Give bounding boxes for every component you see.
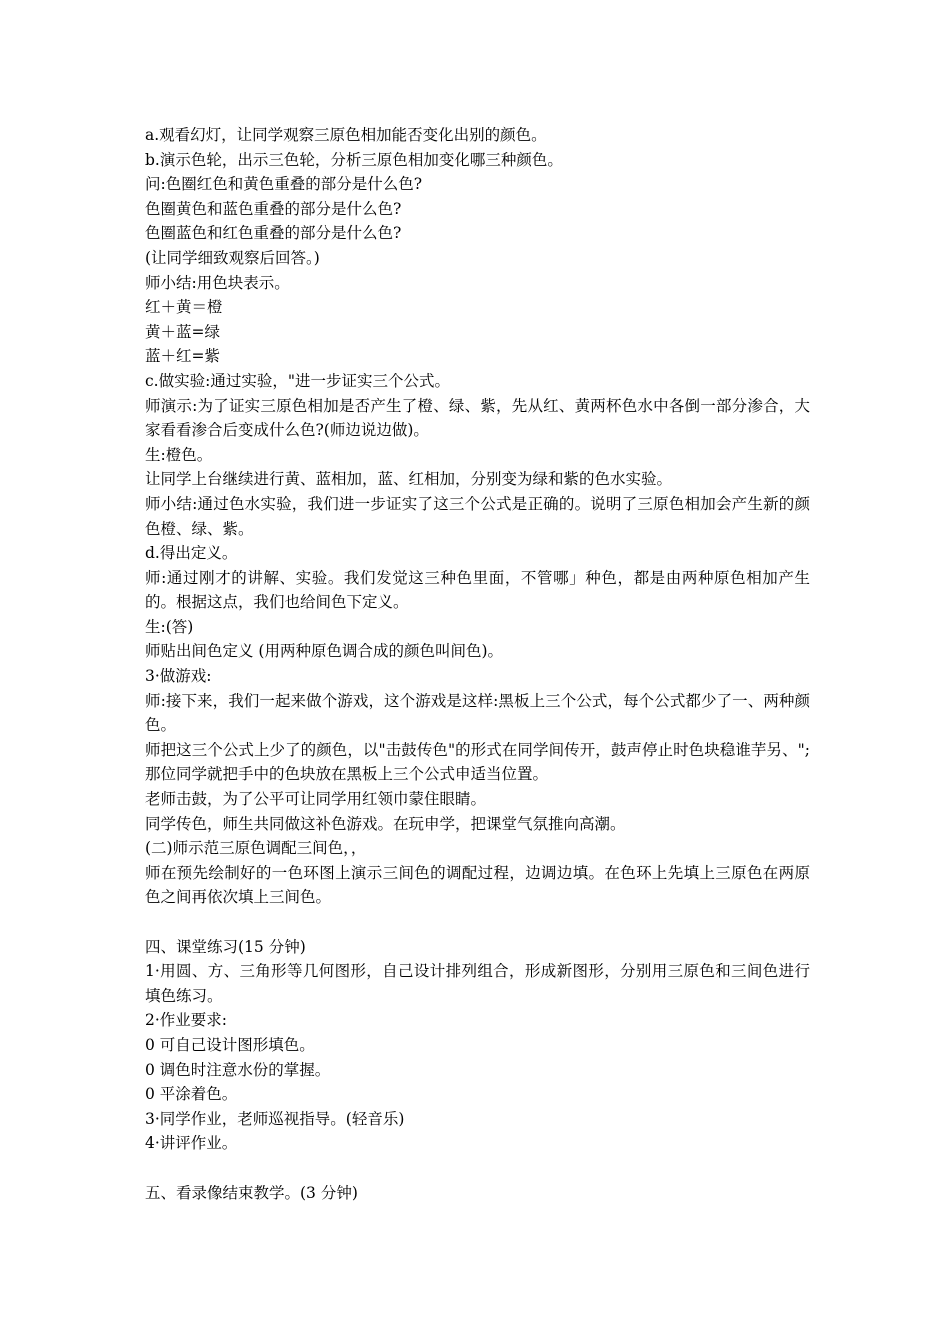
text-line: 4·讲评作业。 — [145, 1134, 238, 1153]
text-line: 3·同学作业，老师巡视指导。(轻音乐) — [145, 1109, 405, 1128]
text-line: c.做实验:通过实验，"进一步证实三个公式。 — [145, 371, 450, 390]
text-line: 老师击鼓，为了公平可让同学用红领巾蒙住眼睛。 — [145, 790, 487, 809]
text-line: 师小结:用色块表示。 — [145, 273, 290, 292]
text-line: b.演示色轮，出示三色轮，分析三原色相加变化哪三种颜色。 — [145, 150, 563, 169]
paragraph-gap — [145, 910, 810, 935]
text-paragraph: 师小结:通过色水实验，我们进一步证实了这三个公式是正确的。说明了三原色相加会产生新的颜色橙、绿、紫。 — [145, 494, 810, 538]
paragraph-gap — [145, 1156, 810, 1181]
document-body — [145, 123, 810, 1205]
text-paragraph: 师演示:为了证实三原色相加是否产生了橙、绿、紫，先从红、黄两杯色水中各倒一部分渗合，大家看看渗合后变成什么色?(师边说边做)。 — [145, 396, 810, 440]
text-line: 0 可自己设计图形填色。 — [145, 1035, 315, 1054]
text-paragraph: 师:通过刚才的讲解、实验。我们发觉这三种色里面，不管哪」种色，都是由两种原色相加产生的。根据这点，我们也给间色下定义。 — [145, 568, 810, 612]
text-line: 黄＋蓝=绿 — [145, 322, 220, 341]
text-line: 0 平涂着色。 — [145, 1085, 238, 1104]
text-line: 色圈蓝色和红色重叠的部分是什么色? — [145, 224, 402, 243]
text-line: 3·做游戏: — [145, 667, 212, 686]
text-line: 问:色圈红色和黄色重叠的部分是什么色? — [145, 175, 423, 194]
text-line: 同学传色，师生共同做这补色游戏。在玩申学，把课堂气氛推向高潮。 — [145, 814, 626, 833]
section-heading: 五、看录像结束教学。(3 分钟) — [145, 1183, 358, 1202]
text-line: 让同学上台继续进行黄、蓝相加，蓝、红相加，分别变为绿和紫的色水实验。 — [145, 470, 673, 489]
text-line: (二)师示范三原色调配三间色，， — [145, 839, 367, 858]
text-line: 生:(答) — [145, 617, 194, 636]
section-heading: 四、课堂练习(15 分钟) — [145, 937, 306, 956]
text-line: 色圈黄色和蓝色重叠的部分是什么色? — [145, 199, 402, 218]
text-paragraph: 师在预先绘制好的一色环图上演示三间色的调配过程，边调边填。在色环上先填上三原色在两原色之间再依次填上三间色。 — [145, 863, 810, 907]
text-paragraph: 师把这三个公式上少了的颜色，以"击鼓传色"的形式在同学间传开，鼓声停止时色块稳谁芋另、";那位同学就把手中的色块放在黑板上三个公式申适当位置。 — [145, 740, 810, 784]
text-line: 生:橙色。 — [145, 445, 213, 464]
text-paragraph: 1·用圆、方、三角形等几何图形，自己设计排列组合，形成新图形，分别用三原色和三间色进行填色练习。 — [145, 962, 810, 1005]
text-line: 0 调色时注意水份的掌握。 — [145, 1060, 331, 1079]
text-line: 师贴出间色定义 (用两种原色调合成的颜色叫间色)。 — [145, 642, 504, 661]
text-line: (让同学细致观察后回答。) — [145, 248, 320, 267]
text-line: d.得出定义。 — [145, 544, 238, 563]
text-paragraph: 师:接下来，我们一起来做个游戏，这个游戏是这样:黑板上三个公式，每个公式都少了一、两种颜色。 — [145, 691, 810, 735]
text-line: 红＋黄＝橙 — [145, 298, 223, 317]
text-line: a.观看幻灯，让同学观察三原色相加能否变化出别的颜色。 — [145, 126, 547, 144]
text-line: 2·作业要求: — [145, 1011, 228, 1030]
text-line: 蓝＋红=紫 — [145, 347, 220, 366]
